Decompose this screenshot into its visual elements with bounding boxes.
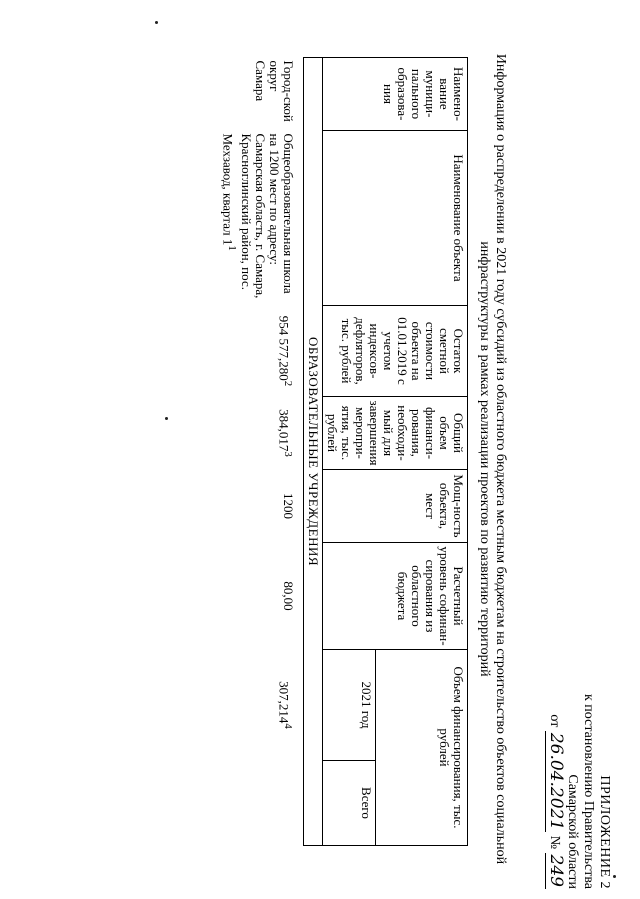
document-title: Информация о распределении в 2021 году субсидий из областного бюджета местным бюджетам на строительство объектов социальной инфраструктуры в рамках реализации проектов по развитию территорий	[477, 53, 508, 865]
cell-municipality: Город-ской округ Самара	[253, 60, 296, 122]
remaining-value: 954 577,280	[276, 315, 292, 381]
col-capacity-header: Мощ-ность объекта, мест	[323, 470, 468, 543]
appendix-region: Самарской области	[565, 774, 580, 889]
col-object-header: Наименование объекта	[323, 131, 468, 306]
volume-footnote-mark: 3	[282, 451, 294, 457]
number-prefix: №	[547, 835, 562, 850]
scan-speck	[155, 21, 158, 24]
remaining-footnote-mark: 2	[282, 380, 294, 387]
col-municipality-header: Наимено-вание муници-пального образова-ния	[323, 58, 468, 131]
scan-speck	[165, 417, 168, 420]
rotated-page	[20, 9, 620, 889]
value-2021: 307,214	[276, 681, 292, 724]
appendix-label: ПРИЛОЖЕНИЕ 2	[597, 775, 612, 889]
section-row	[304, 58, 323, 846]
col-level-header: Расчетный уровень софинан-сирования из областного бюджета	[323, 543, 468, 650]
col-remaining-header: Остаток сметной стоимости объекта на 01.01.2019 с учетом индексов-дефляторов, тыс. рублей	[323, 306, 468, 397]
col-2021-header: 2021 год	[323, 650, 376, 761]
col-volume-header: Общий объем финанси-рования, необходи-мый для завершения меропри-ятия, тыс. рублей	[323, 397, 468, 470]
cell-capacity: 1200	[281, 493, 296, 519]
cell-remaining	[219, 306, 304, 397]
handwritten-date: 26.04.2021	[546, 732, 566, 831]
appendix-date-line	[546, 589, 564, 889]
appendix-header	[546, 589, 612, 889]
object-footnote-mark: 1	[226, 245, 238, 251]
section-title: ОБРАЗОВАТЕЛЬНЫЕ УЧРЕЖДЕНИЯ	[304, 58, 323, 846]
value-2021-footnote-mark: 4	[282, 723, 294, 729]
subsidy-table	[219, 57, 468, 846]
table-row	[219, 58, 304, 846]
date-prefix: от	[547, 714, 562, 728]
header-row	[375, 58, 467, 846]
cell-object	[219, 131, 304, 306]
col-total-header: Всего	[323, 761, 376, 846]
scan-speck	[613, 875, 616, 878]
cell-total	[219, 761, 304, 846]
appendix-ref-line: к постановлению Правительства	[581, 693, 596, 889]
volume-value: 384,017	[276, 409, 292, 452]
cell-level: 80,00	[281, 581, 296, 611]
col-funding-header: Объем финансирования, тыс. рублей	[375, 650, 467, 846]
cell-volume	[219, 397, 304, 470]
object-text: Общеобразовательная школа на 1200 мест по адресу: Самарская область, г. Самара, Красноглинский район, пос. Мехзавод, квартал 1	[220, 133, 296, 299]
handwritten-number: 249	[546, 854, 566, 887]
cell-2021	[219, 650, 304, 761]
